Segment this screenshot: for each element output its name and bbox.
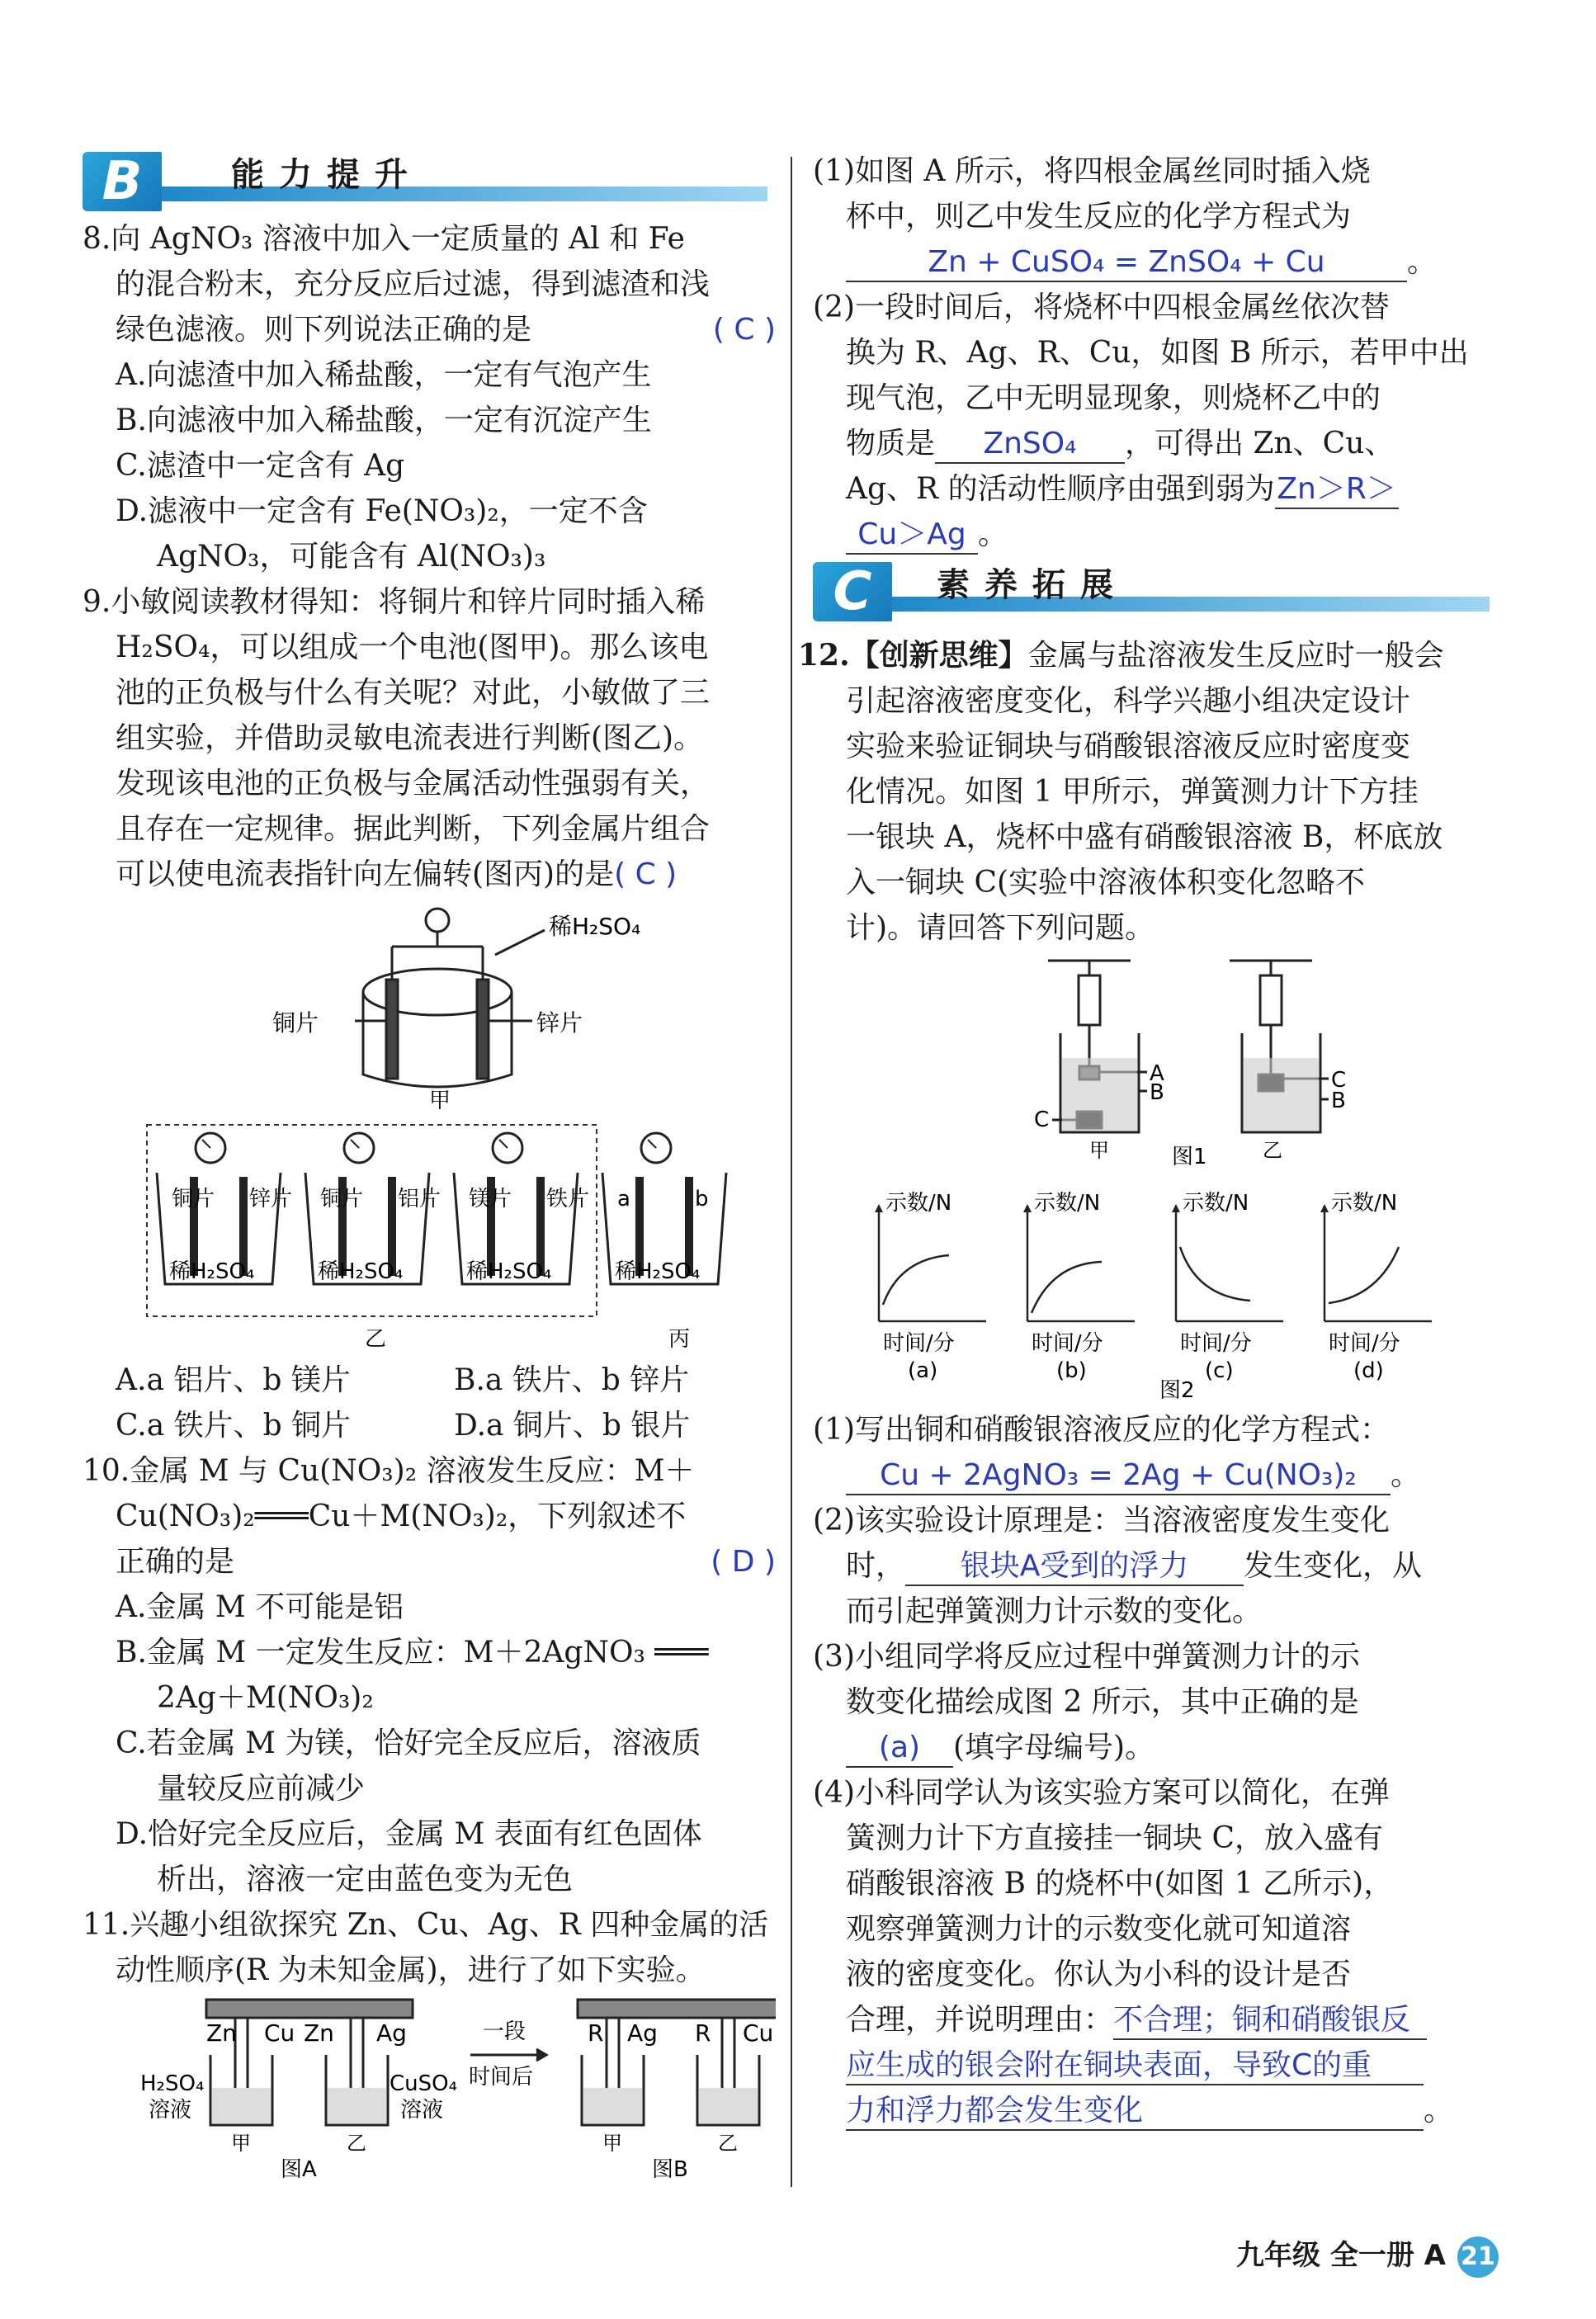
q8-option: B.向滤液中加入稀盐酸，一定有沉淀产生 [116,404,652,437]
q12-p4-line [813,1997,1498,2043]
right-plate-label: 铝片 [398,1187,441,1211]
q12-line [798,633,1498,678]
q9-line-text: 可以使电流表指针向左偏转(图丙)的是 [116,857,615,891]
q12-figure-2 [813,1181,1498,1404]
label-solution: 溶液 [149,2098,192,2123]
q12-p4-line: 簧测力计下方直接挂一铜块 C，放入盛有 [846,1821,1383,1855]
section-title: 素养拓展 [937,566,1128,604]
section-title: 能力提升 [231,156,423,194]
label-yi: 乙 [1263,1139,1282,1162]
acid-label: 稀H₂SO₄ [169,1259,255,1284]
ammeter-needle [351,1140,359,1148]
q9-line: 9.小敏阅读教材得知：将铜片和锌片同时插入稀 [83,585,706,619]
q9-line [83,852,776,897]
q10-line-text: 正确的是 [116,1545,235,1579]
column-divider [791,157,792,2187]
graph-curve [1032,1262,1102,1313]
arrow-label: 一段 [483,2019,526,2044]
left-column [83,216,776,2186]
q9-option: A.a 铝片、b 镁片 [116,1363,351,1397]
period: 。 [978,517,1008,551]
q12-p2-answer: 银块A受到的浮力 [905,1548,1244,1586]
q8-answer: ( C ) [712,313,776,347]
q11-line: 11.兴趣小组欲探究 Zn、Cu、Ag、R 四种金属的活 [83,1908,769,1942]
fig-jia-label: 甲 [429,1089,451,1112]
q12-p2-line [813,1543,1498,1589]
label-c: C [1331,1068,1347,1093]
label-r: R [695,2019,711,2047]
label-cuso4: CuSO₄ [390,2071,458,2096]
label-jia: 甲 [231,2132,251,2155]
beaker [157,1133,292,1284]
q9-answer: ( C ) [614,857,678,891]
q11-p2-line [813,512,1498,557]
fig2-graph [875,1191,986,1383]
label-yi: 乙 [718,2132,738,2155]
q11-p2-text: 物质是 [846,427,936,460]
period: 。 [1424,2094,1454,2128]
label-figB: 图B [652,2157,688,2182]
q12-p4-line: 硝酸银溶液 B 的烧杯中(如图 1 乙所示)， [846,1867,1394,1901]
q8-line-text: 绿色滤液。则下列说法正确的是 [116,313,532,347]
bulb-icon [426,909,449,932]
section-letter: C [813,562,892,621]
q12-head: 12.【创新思维】 [798,638,1028,673]
label-zn: Zn [206,2019,237,2047]
q12-p4-answer: 应生成的银会附在铜块表面，导致C的重 [846,2047,1424,2085]
label-jia: 甲 [602,2132,622,2155]
fig2-graph [1320,1191,1432,1383]
q9-option: D.a 铜片、b 银片 [454,1409,691,1443]
copper-plate [386,980,398,1079]
q12-p3-answer: (a) [846,1730,953,1768]
q8-line [83,307,776,352]
q12-line: 一银块 A，烧杯中盛有硝酸银溶液 B，杯底放 [846,820,1443,854]
q11-p2-answer1: ZnSO₄ [935,426,1125,464]
y-axis-label: 示数/N [1331,1191,1398,1216]
ammeter-needle [202,1140,210,1148]
q12-p3-line: (3)小组同学将反应过程中弹簧测力计的示 [813,1640,1360,1674]
q12-line-text: 金属与盐溶液发生反应时一般会 [1027,639,1444,673]
q9-line: 发现该电池的正负极与金属活动性强弱有关， [116,767,711,801]
q12-p4-line [813,2043,1498,2088]
q12-p4-answer: 不合理；铜和硝酸银反 [1113,2002,1427,2040]
fig1-caption: 图1 [1172,1145,1207,1169]
section-c-header [813,562,1490,628]
q12-p2-line: (2)该实验设计原理是：当溶液密度发生变化 [813,1504,1390,1537]
q12-p2-line: 而引起弹簧测力计示数的变化。 [846,1594,1263,1628]
period: 。 [1391,1458,1421,1492]
q12-line: 引起溶液密度变化，科学兴趣小组决定设计 [846,684,1411,718]
q11-p1-answer-line [813,239,1498,285]
left-plate-label: 铜片 [172,1187,215,1211]
q12-p2-text: 发生变化，从 [1244,1549,1423,1583]
graph-curve [1329,1247,1399,1303]
right-column [798,149,1498,2133]
right-plate-label: 锌片 [249,1187,293,1211]
axis-arrow [1320,1204,1329,1212]
q10-option: A.金属 M 不可能是铝 [116,1590,404,1624]
q12-p4-line: 观察弹簧测力计的示数变化就可知道溶 [846,1912,1352,1946]
y-axis-label: 示数/N [885,1191,952,1216]
q12-p1-answer-line [813,1452,1498,1498]
q12-p4-line: 液的密度变化。你认为小科的设计是否 [846,1958,1352,1991]
q12-p2-text: 时， [846,1549,906,1583]
q9-line: 且存在一定规律。据此判断，下列金属片组合 [116,812,711,846]
axis-arrow [1023,1204,1032,1212]
period: 。 [1407,245,1438,279]
fig2-graph [1172,1191,1283,1383]
left-plate-label: a [617,1187,630,1211]
q11-line: 动性顺序(R 为未知金属)，进行了如下实验。 [116,1953,706,1987]
acid-label: 稀H₂SO₄ [615,1259,701,1284]
page-number: 21 [1457,2236,1499,2278]
q8-option: AgNO₃，可能含有 Al(NO₃)₃ [157,540,546,574]
q11-figure [83,1993,776,2183]
q12-line: 入一铜块 C(实验中溶液体积变化忽略不 [846,866,1366,900]
left-plate-label: 镁片 [469,1187,512,1211]
q9-figure-jia [83,897,776,1112]
q9-line: 组实验，并借助灵敏电流表进行判断(图乙)。 [116,721,704,755]
q11-p2-text: Ag、R 的活动性顺序由强到弱为 [846,472,1275,506]
q10-answer: ( D ) [711,1545,776,1579]
label-zn: Zn [304,2019,334,2047]
q12-p1-line: (1)写出铜和硝酸银溶液反应的化学方程式： [813,1413,1390,1447]
label-c: C [1034,1108,1050,1132]
label-jia: 甲 [1089,1139,1109,1162]
q11-p2-line: (2)一段时间后，将烧杯中四根金属丝依次替 [813,290,1390,324]
label-r: R [588,2019,604,2047]
section-b-header [83,151,767,212]
left-plate-label: 铜片 [320,1187,364,1211]
q11-p2-line [813,421,1498,466]
q12-p4-line: (4)小科同学认为该实验方案可以简化，在弹 [813,1776,1390,1810]
q10-option: C.若金属 M 为镁，恰好完全反应后，溶液质 [116,1726,701,1760]
acid-label: 稀H₂SO₄ [318,1259,404,1284]
q10-line: Cu(NO₃)₂═══Cu＋M(NO₃)₂，下列叙述不 [116,1500,687,1533]
page-footer [1236,2232,1499,2278]
q9-figure-yi-bing [83,1115,776,1354]
graph-label: (a) [908,1358,938,1383]
q8-option: C.滤渣中一定含有 Ag [116,449,405,483]
q10-line: 10.金属 M 与 Cu(NO₃)₂ 溶液发生反应：M＋ [83,1454,695,1488]
graph-curve [883,1255,949,1305]
q8-option: A.向滤渣中加入稀盐酸，一定有气泡产生 [116,358,652,392]
acid-label: 稀H₂SO₄ [549,913,641,940]
graph-label: (b) [1056,1358,1087,1383]
q10-option: 2Ag＋M(NO₃)₂ [157,1681,374,1715]
q11-p2-line: 现气泡，乙中无明显现象，则烧杯乙中的 [846,381,1381,415]
q12-line: 化情况。如图 1 甲所示，弹簧测力计下方挂 [846,775,1419,809]
q9-line: H₂SO₄，可以组成一个电池(图甲)。那么该电 [116,631,709,664]
label-solution: 溶液 [400,2098,444,2123]
ammeter-needle [648,1140,656,1148]
label-yi: 乙 [347,2132,366,2155]
x-axis-label: 时间/分 [1329,1331,1400,1356]
x-axis-label: 时间/分 [1180,1331,1252,1356]
q11-p2-answer2a: Zn＞R＞ [1275,471,1399,509]
q12-line: 实验来验证铜块与硝酸银溶液反应时密度变 [846,730,1411,763]
q11-p1-answer: Zn + CuSO₄ = ZnSO₄ + Cu [846,244,1407,282]
q12-p4-line [813,2088,1498,2133]
q12-figure-1 [813,951,1498,1178]
label-h2so4: H₂SO₄ [140,2071,205,2096]
q12-p4-answer: 力和浮力都会发生变化 [846,2093,1424,2131]
question-8 [83,216,776,579]
label-ag: Ag [627,2019,658,2047]
q12-p3-text: (填字母编号)。 [953,1731,1155,1764]
q11-p2-answer2b: Cu＞Ag [846,517,978,555]
q10-option: B.金属 M 一定发生反应：M＋2AgNO₃ ═══ [116,1636,709,1670]
ammeter-needle [499,1140,508,1148]
beaker [602,1133,726,1284]
label-ag: Ag [376,2019,407,2047]
zinc-plate [477,980,489,1079]
q11-p1-line: (1)如图 A 所示，将四根金属丝同时插入烧 [813,154,1371,188]
q8-option: D.滤液中一定含有 Fe(NO₃)₂，一定不含 [116,494,648,528]
acid-label: 稀H₂SO₄ [466,1259,552,1284]
label-figA: 图A [281,2157,317,2182]
right-plate-label: 铁片 [546,1187,590,1211]
label-a: A [1150,1061,1164,1086]
q9-line: 池的正负极与什么有关呢？对此，小敏做了三 [116,676,711,710]
q11-p2-line [813,466,1498,512]
graph-curve [1180,1247,1250,1301]
y-axis-label: 示数/N [1034,1191,1101,1216]
arrow-label: 时间后 [469,2065,534,2090]
q9-options-row [83,1403,776,1448]
fig2-graph [1023,1191,1135,1383]
zinc-label: 锌片 [536,1009,583,1037]
q12-line: 计)。请回答下列问题。 [846,911,1155,945]
q10-line [83,1539,776,1585]
copper-label: 铜片 [272,1009,319,1037]
q9-options-row [83,1358,776,1403]
fig2-caption: 图2 [1159,1378,1195,1403]
axis-arrow [1172,1204,1180,1212]
q10-option: 量较反应前减少 [157,1772,366,1806]
x-axis-label: 时间/分 [1032,1331,1103,1356]
axis-arrow [875,1204,883,1212]
q12-p3-line [813,1725,1498,1770]
y-axis-label: 示数/N [1183,1191,1249,1216]
q8-line: 的混合粉末，充分反应后过滤，得到滤渣和浅 [116,267,711,301]
beaker [454,1133,589,1284]
question-10 [83,1448,776,1902]
q12-p4-text: 合理，并说明理由： [846,2003,1114,2037]
q12-p3-line: 数变化描绘成图 2 所示，其中正确的是 [846,1685,1359,1719]
x-axis-label: 时间/分 [883,1331,955,1356]
question-11 [83,1902,776,2186]
footer-text: 九年级 全一册 A [1236,2239,1446,2272]
fig-bing-label: 丙 [668,1327,691,1352]
label-b: B [1331,1089,1346,1113]
graph-label: (c) [1205,1358,1234,1383]
q11-p1-line: 杯中，则乙中发生反应的化学方程式为 [846,200,1352,234]
q10-option: 析出，溶液一定由蓝色变为无色 [157,1863,574,1896]
label-cu: Cu [264,2019,295,2047]
question-9 [83,579,776,1448]
label-b: B [1150,1080,1164,1105]
q11-p2-line: 换为 R、Ag、R、Cu，如图 B 所示，若甲中出 [846,336,1469,370]
right-plate-label: b [695,1187,709,1211]
q9-option: C.a 铁片、b 铜片 [116,1409,352,1443]
fig-yi-label: 乙 [365,1327,387,1352]
graph-label: (d) [1353,1358,1384,1383]
q8-line: 8.向 AgNO₃ 溶液中加入一定质量的 Al 和 Fe [83,222,685,256]
q9-option: B.a 铁片、b 锌片 [454,1363,690,1397]
q10-option: D.恰好完全反应后，金属 M 表面有红色固体 [116,1817,702,1851]
q11-p2-text: ，可得出 Zn、Cu、 [1125,427,1395,460]
label-cu: Cu [743,2019,774,2047]
section-letter: B [83,152,162,211]
q12-p1-answer: Cu + 2AgNO₃ = 2Ag + Cu(NO₃)₂ [846,1457,1391,1495]
beaker [305,1133,441,1284]
